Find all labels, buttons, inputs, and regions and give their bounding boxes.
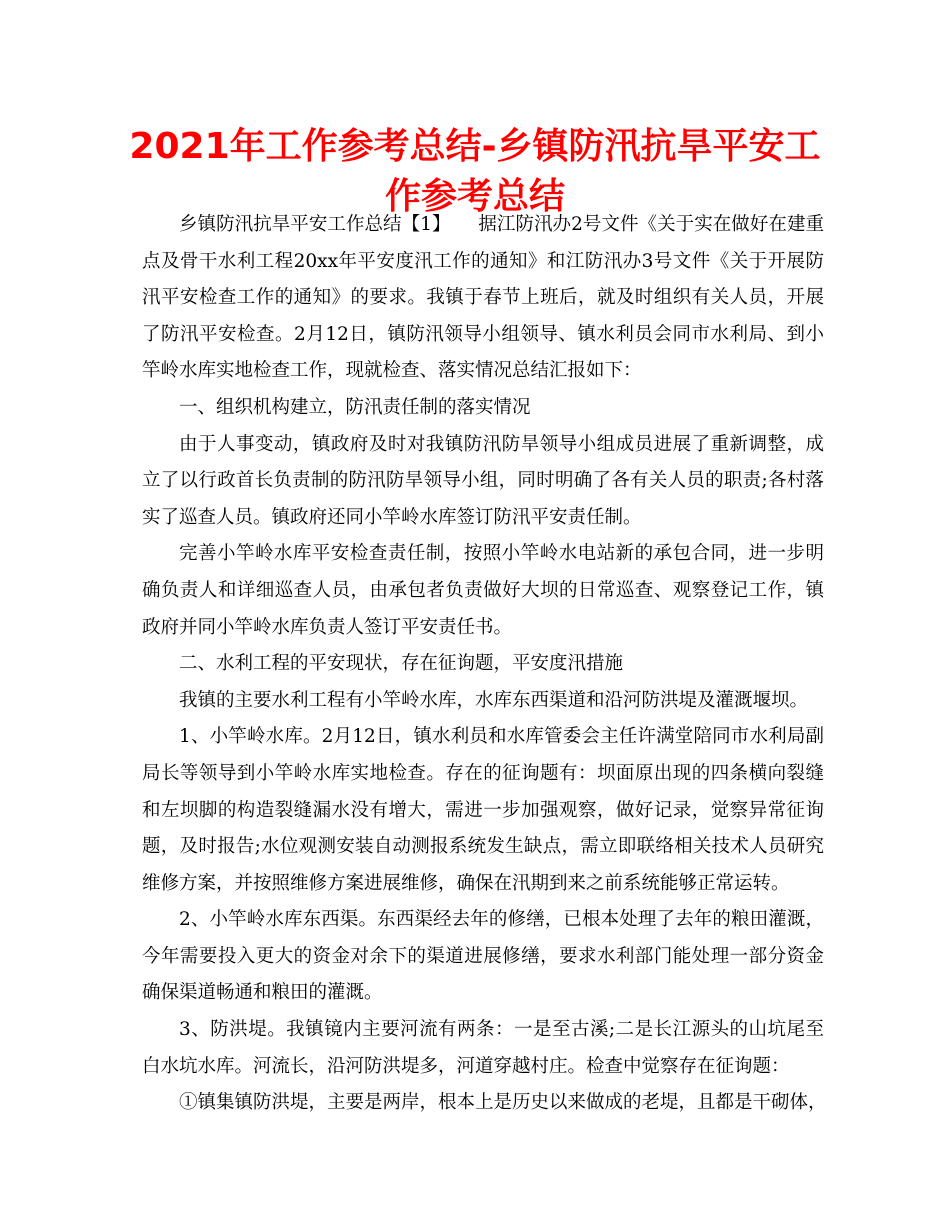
paragraph-responsibility: 完善小竿岭水库平安检查责任制，按照小竿岭水电站新的承包合同，进一步明确负责人和详细巡查人员，由承包者负责做好大坝的日常巡查、观察登记工作，镇政府并同小竿岭水库负责人签订平安责任书。 [142,543,824,638]
paragraph-organization: 由于人事变动，镇政府及时对我镇防汛防旱领导小组成员进展了重新调整，成立了以行政首长负责制的防汛防旱领导小组，同时明确了各有关人员的职责;各村落实了巡查人员。镇政府还同小竿岭水库签订防汛平安责任制。 [142,433,824,528]
paragraph-main-projects: 我镇的主要水利工程有小竿岭水库，水库东西渠道和沿河防洪堤及灌溉堰坝。 [179,689,809,711]
document-body [142,207,827,1122]
heading-section-2: 二、水利工程的平安现状，存在征询题，平安度汛措施 [179,653,624,675]
paragraph-reservoir: 1、小竿岭水库。2月12日，镇水利员和水库管委会主任许满堂陪同市水利局副局长等领导到小竿岭水库实地检查。存在的征询题有：坝面原出现的四条横向裂缝和左坝脚的构造裂缝漏水没有增大，需进一步加强观察，做好记录，觉察异常征询题，及时报告;水位观测安装自动测报系统发生缺点，需立即联络相关技术人员研究维修方案，并按照维修方案进展维修，确保在汛期到来之前系统能够正常运转。 [142,726,824,894]
paragraph-town-levee: ①镇集镇防洪堤，主要是两岸，根本上是历史以来做成的老堤，且都是干砌体， [179,1092,827,1114]
paragraph-intro: 乡镇防汛抗旱平安工作总结【1】 据江防汛办2号文件《关于实在做好在建重点及骨干水利工程20xx年平安度汛工作的通知》和江防汛办3号文件《关于开展防汛平安检查工作的通知》的要求。我镇于春节上班后，就及时组织有关人员，开展了防汛平安检查。2月12日，镇防汛领导小组领导、镇水利员会同市水利局、到小竿岭水库实地检查工作，现就检查、落实情况总结汇报如下： [142,214,824,382]
document-title: 2021年工作参考总结-乡镇防汛抗旱平安工作参考总结 [129,126,821,217]
paragraph-canals: 2、小竿岭水库东西渠。东西渠经去年的修缮，已根本处理了去年的粮田灌溉，今年需要投入更大的资金对余下的渠道进展修缮，要求水利部门能处理一部分资金确保渠道畅通和粮田的灌溉。 [142,909,824,1004]
heading-section-1: 一、组织机构建立，防汛责任制的落实情况 [179,396,531,418]
paragraph-flood-levee: 3、防洪堤。我镇镜内主要河流有两条：一是至古溪;二是长江源头的山坑尾至白水坑水库。河流长，沿河防洪堤多，河道穿越村庄。检查中觉察存在征询题： [142,1019,824,1077]
